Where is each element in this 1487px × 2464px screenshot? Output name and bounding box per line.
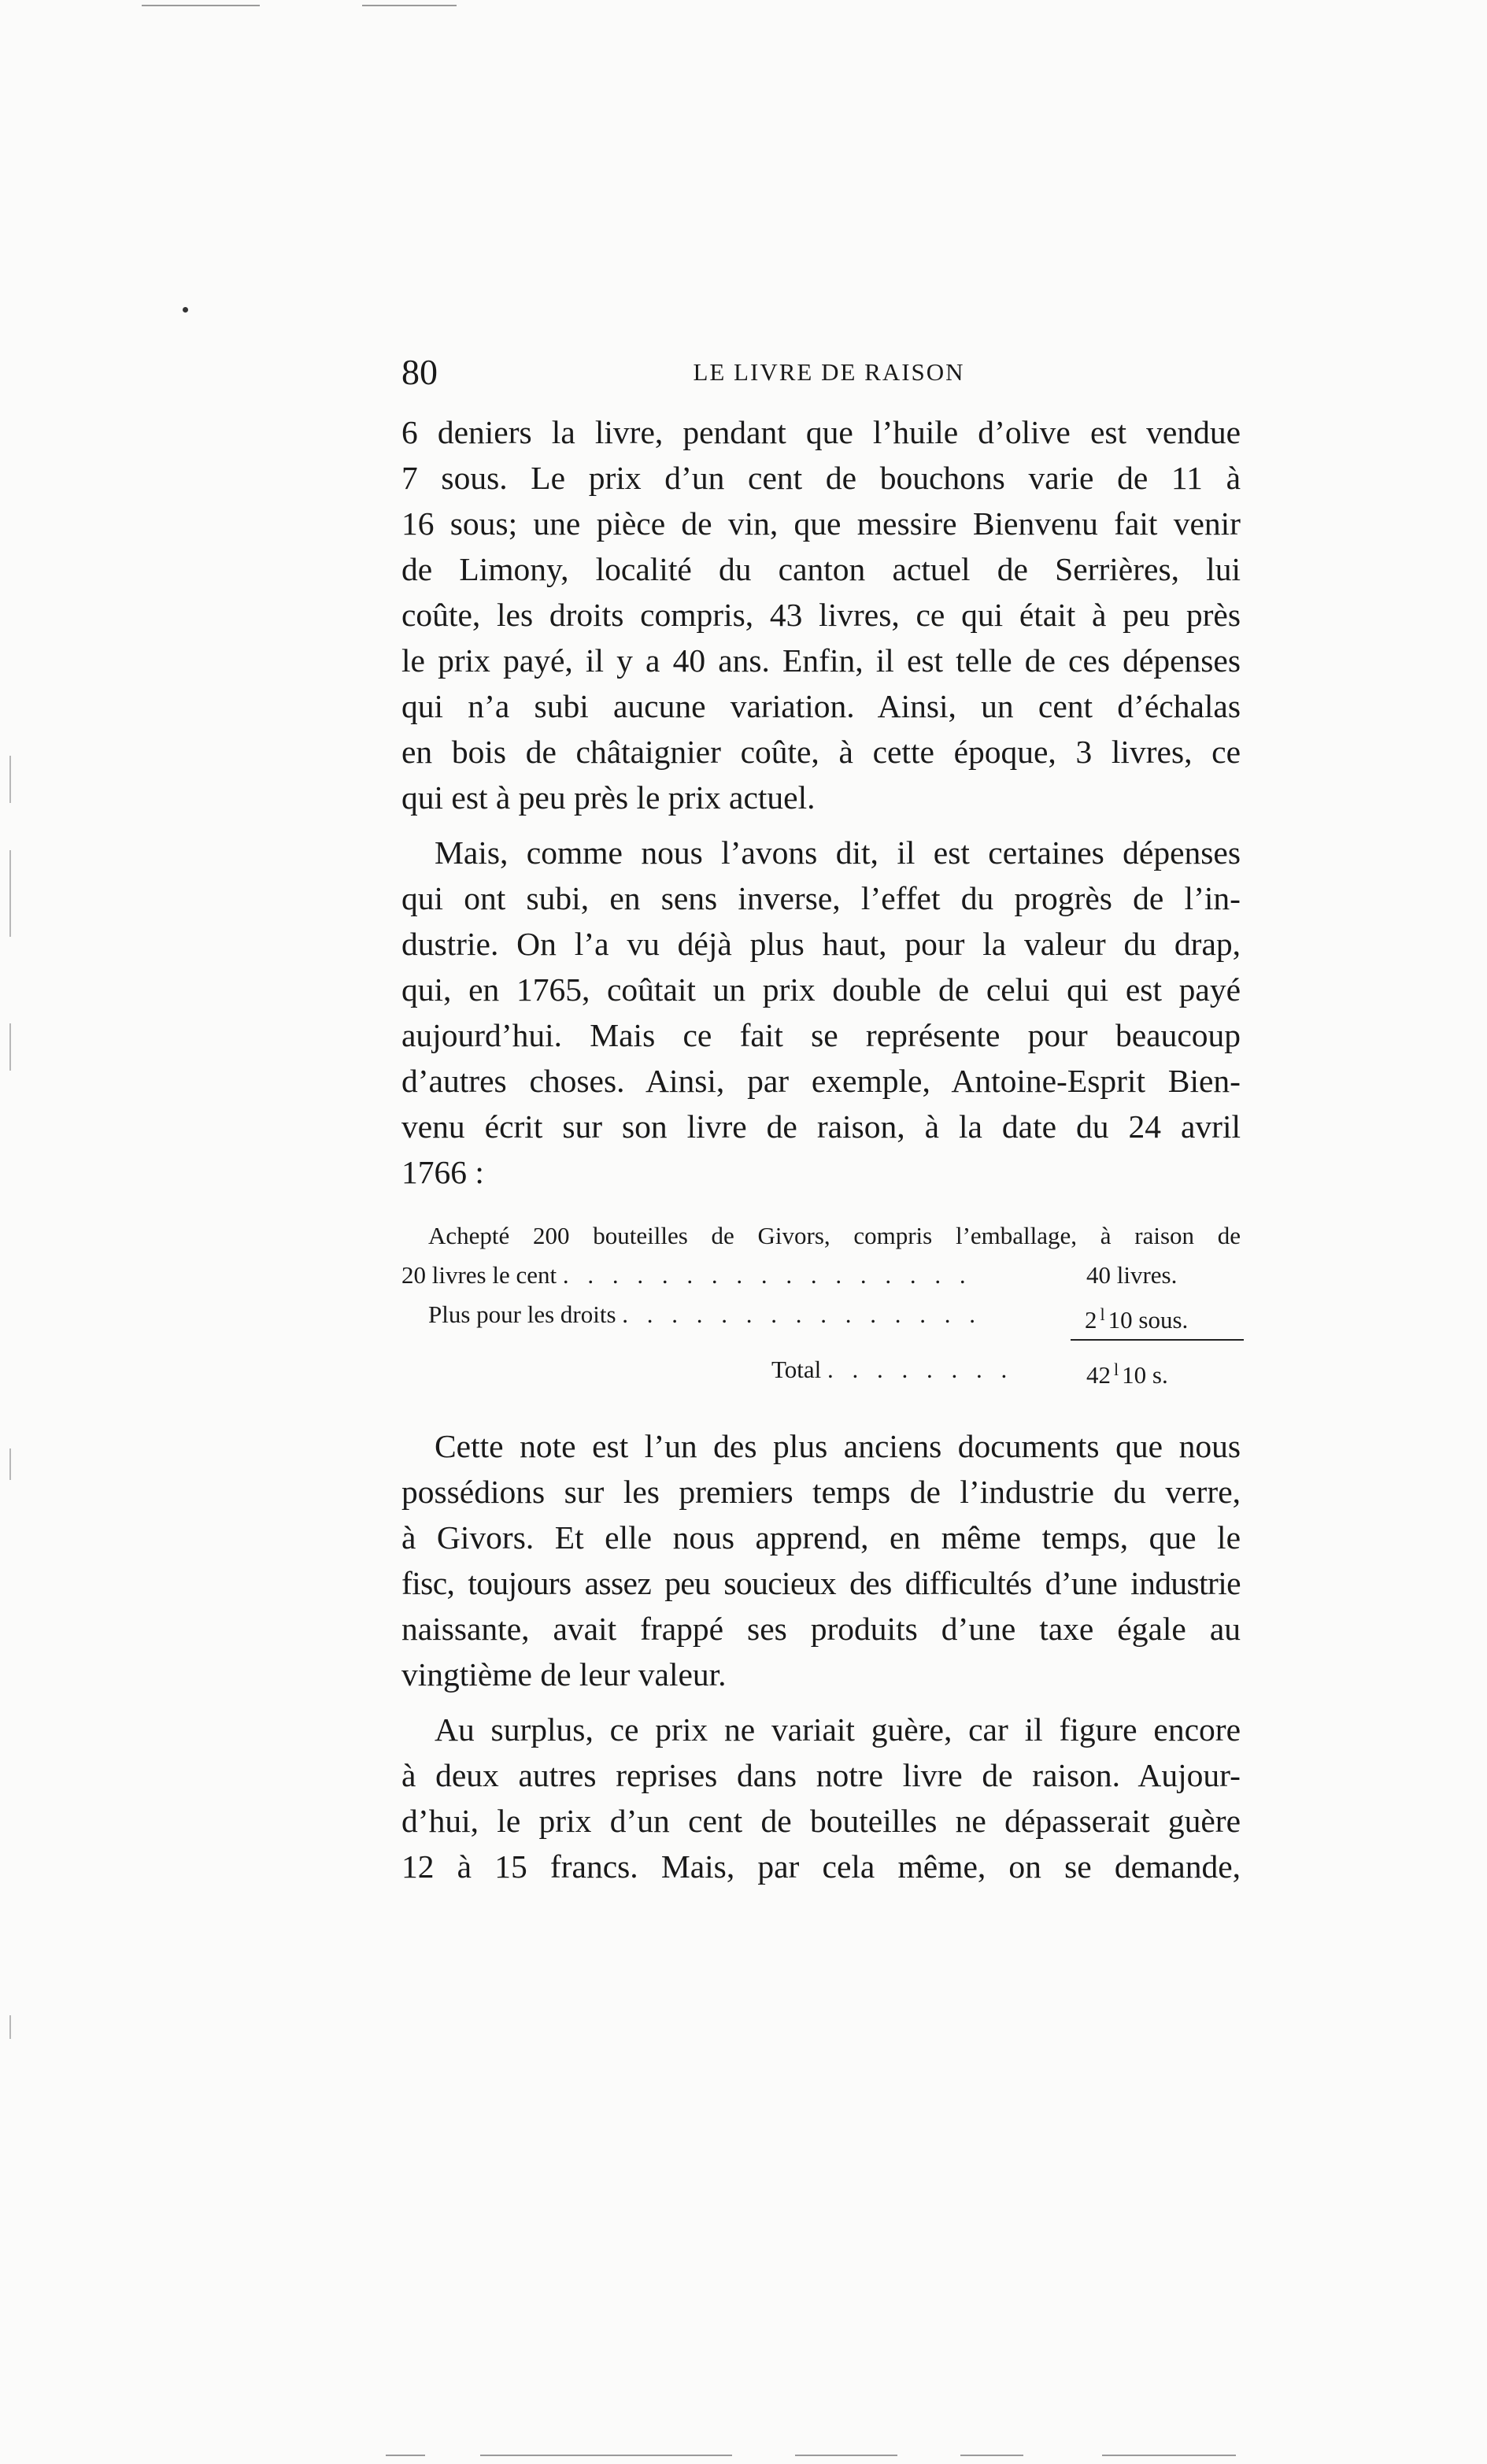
page-number: 80 [401,352,438,392]
account-amount [1085,1295,1188,1340]
text-line: naissante, avait frappé ses produits d’une taxe égale au [401,1611,1241,1647]
amount-sous: 10 s. [1122,1361,1168,1389]
left-margin-mark [9,1448,11,1480]
total-label [771,1350,1013,1389]
page-header [401,349,1241,396]
bottom-edge-mark [386,2455,425,2456]
text-line: de Limony, localité du canton actuel de Serrières, lui [401,551,1241,587]
left-margin-mark [9,1023,11,1071]
text-line: Mais, comme nous l’avons dit, il est certaines dépenses [435,834,1241,871]
text-line: fisc, toujours assez peu soucieux des difficultés d’une industrie [401,1565,1241,1601]
account-amount: 40 livres. [1086,1261,1178,1289]
leader-dots: . . . . . . . . . . . . . . . . . [562,1261,972,1289]
text-line: coûte, les droits compris, 43 livres, ce qui était à peu près [401,597,1241,633]
text-line: qui est à peu près le prix actuel. [401,779,816,816]
left-margin-mark [9,850,11,937]
text-line: 12 à 15 francs. Mais, par cela même, on se demande, [401,1848,1241,1885]
text-line: vingtième de leur valeur. [401,1656,727,1693]
paragraph [401,830,1241,1195]
livre-abbrev: l [1100,1304,1105,1324]
total-amount [1086,1350,1168,1395]
bottom-edge-mark [1102,2455,1236,2456]
account-item-label: 20 livres le cent [401,1261,557,1289]
paragraph [401,1423,1241,1697]
text-line: 7 sous. Le prix d’un cent de bouchons varie de 11 à [401,460,1241,496]
account-total-line [401,1350,1241,1389]
text-line: possédions sur les premiers temps de l’industrie du verre, [401,1474,1241,1510]
account-line: Achepté 200 bouteilles de Givors, compris l’emballage, à raison de [428,1222,1241,1249]
text-line: qui n’a subi aucune variation. Ainsi, un cent d’échalas [401,688,1241,724]
text-line: à deux autres reprises dans notre livre de raison. Aujour- [401,1757,1241,1793]
amount-livres: 42 [1086,1361,1111,1389]
account-item-label: Plus pour les droits [428,1300,616,1328]
livre-abbrev: l [1114,1360,1119,1379]
account-entry [401,1216,1241,1389]
text-line: qui, en 1765, coûtait un prix double de celui qui est payé [401,971,1241,1008]
paragraph [401,409,1241,820]
account-line [401,1295,1241,1334]
leader-dots: . . . . . . . . [827,1356,1014,1383]
text-line: qui ont subi, en sens inverse, l’effet du progrès de l’in- [401,880,1241,916]
paragraph [401,1707,1241,1889]
text-line: Cette note est l’un des plus anciens documents que nous [435,1428,1241,1464]
text-line: Au surplus, ce prix ne variait guère, car il figure encore [435,1711,1241,1748]
scan-speck [183,307,188,313]
amount-sous: 10 sous. [1108,1306,1189,1334]
bottom-edge-mark [795,2455,897,2456]
top-edge-mark [142,5,260,6]
text-line: d’hui, le prix d’un cent de bouteilles ne dépasserait guère [401,1803,1241,1839]
account-line [401,1256,1241,1295]
text-line: 16 sous; une pièce de vin, que messire Bienvenu fait venir [401,505,1241,542]
text-line: 1766 : [401,1154,484,1190]
left-margin-mark [9,2015,11,2039]
text-line: dustrie. On l’a vu déjà plus haut, pour la valeur du drap, [401,926,1241,962]
left-margin-mark [9,756,11,803]
text-line: à Givors. Et elle nous apprend, en même temps, que le [401,1519,1241,1556]
text-line: le prix payé, il y a 40 ans. Enfin, il est telle de ces dépenses [401,642,1241,679]
bottom-edge-mark [960,2455,1023,2456]
body-text-bottom [401,1423,1241,1889]
text-line: d’autres choses. Ainsi, par exemple, Antoine-Esprit Bien- [401,1063,1241,1099]
text-line: 6 deniers la livre, pendant que l’huile d’olive est vendue [401,414,1241,450]
text-line: en bois de châtaignier coûte, à cette époque, 3 livres, ce [401,734,1241,770]
text-line: aujourd’hui. Mais ce fait se représente pour beaucoup [401,1017,1241,1053]
amount-livres: 2 [1085,1306,1097,1334]
bottom-edge-mark [480,2455,732,2456]
running-head: LE LIVRE DE RAISON [693,358,965,386]
top-edge-mark [362,5,457,6]
leader-dots: . . . . . . . . . . . . . . . [622,1300,982,1328]
total-word: Total [771,1356,822,1383]
text-line: venu écrit sur son livre de raison, à la date du 24 avril [401,1108,1241,1145]
sum-rule [1071,1339,1244,1341]
body-text-top [401,409,1241,1195]
